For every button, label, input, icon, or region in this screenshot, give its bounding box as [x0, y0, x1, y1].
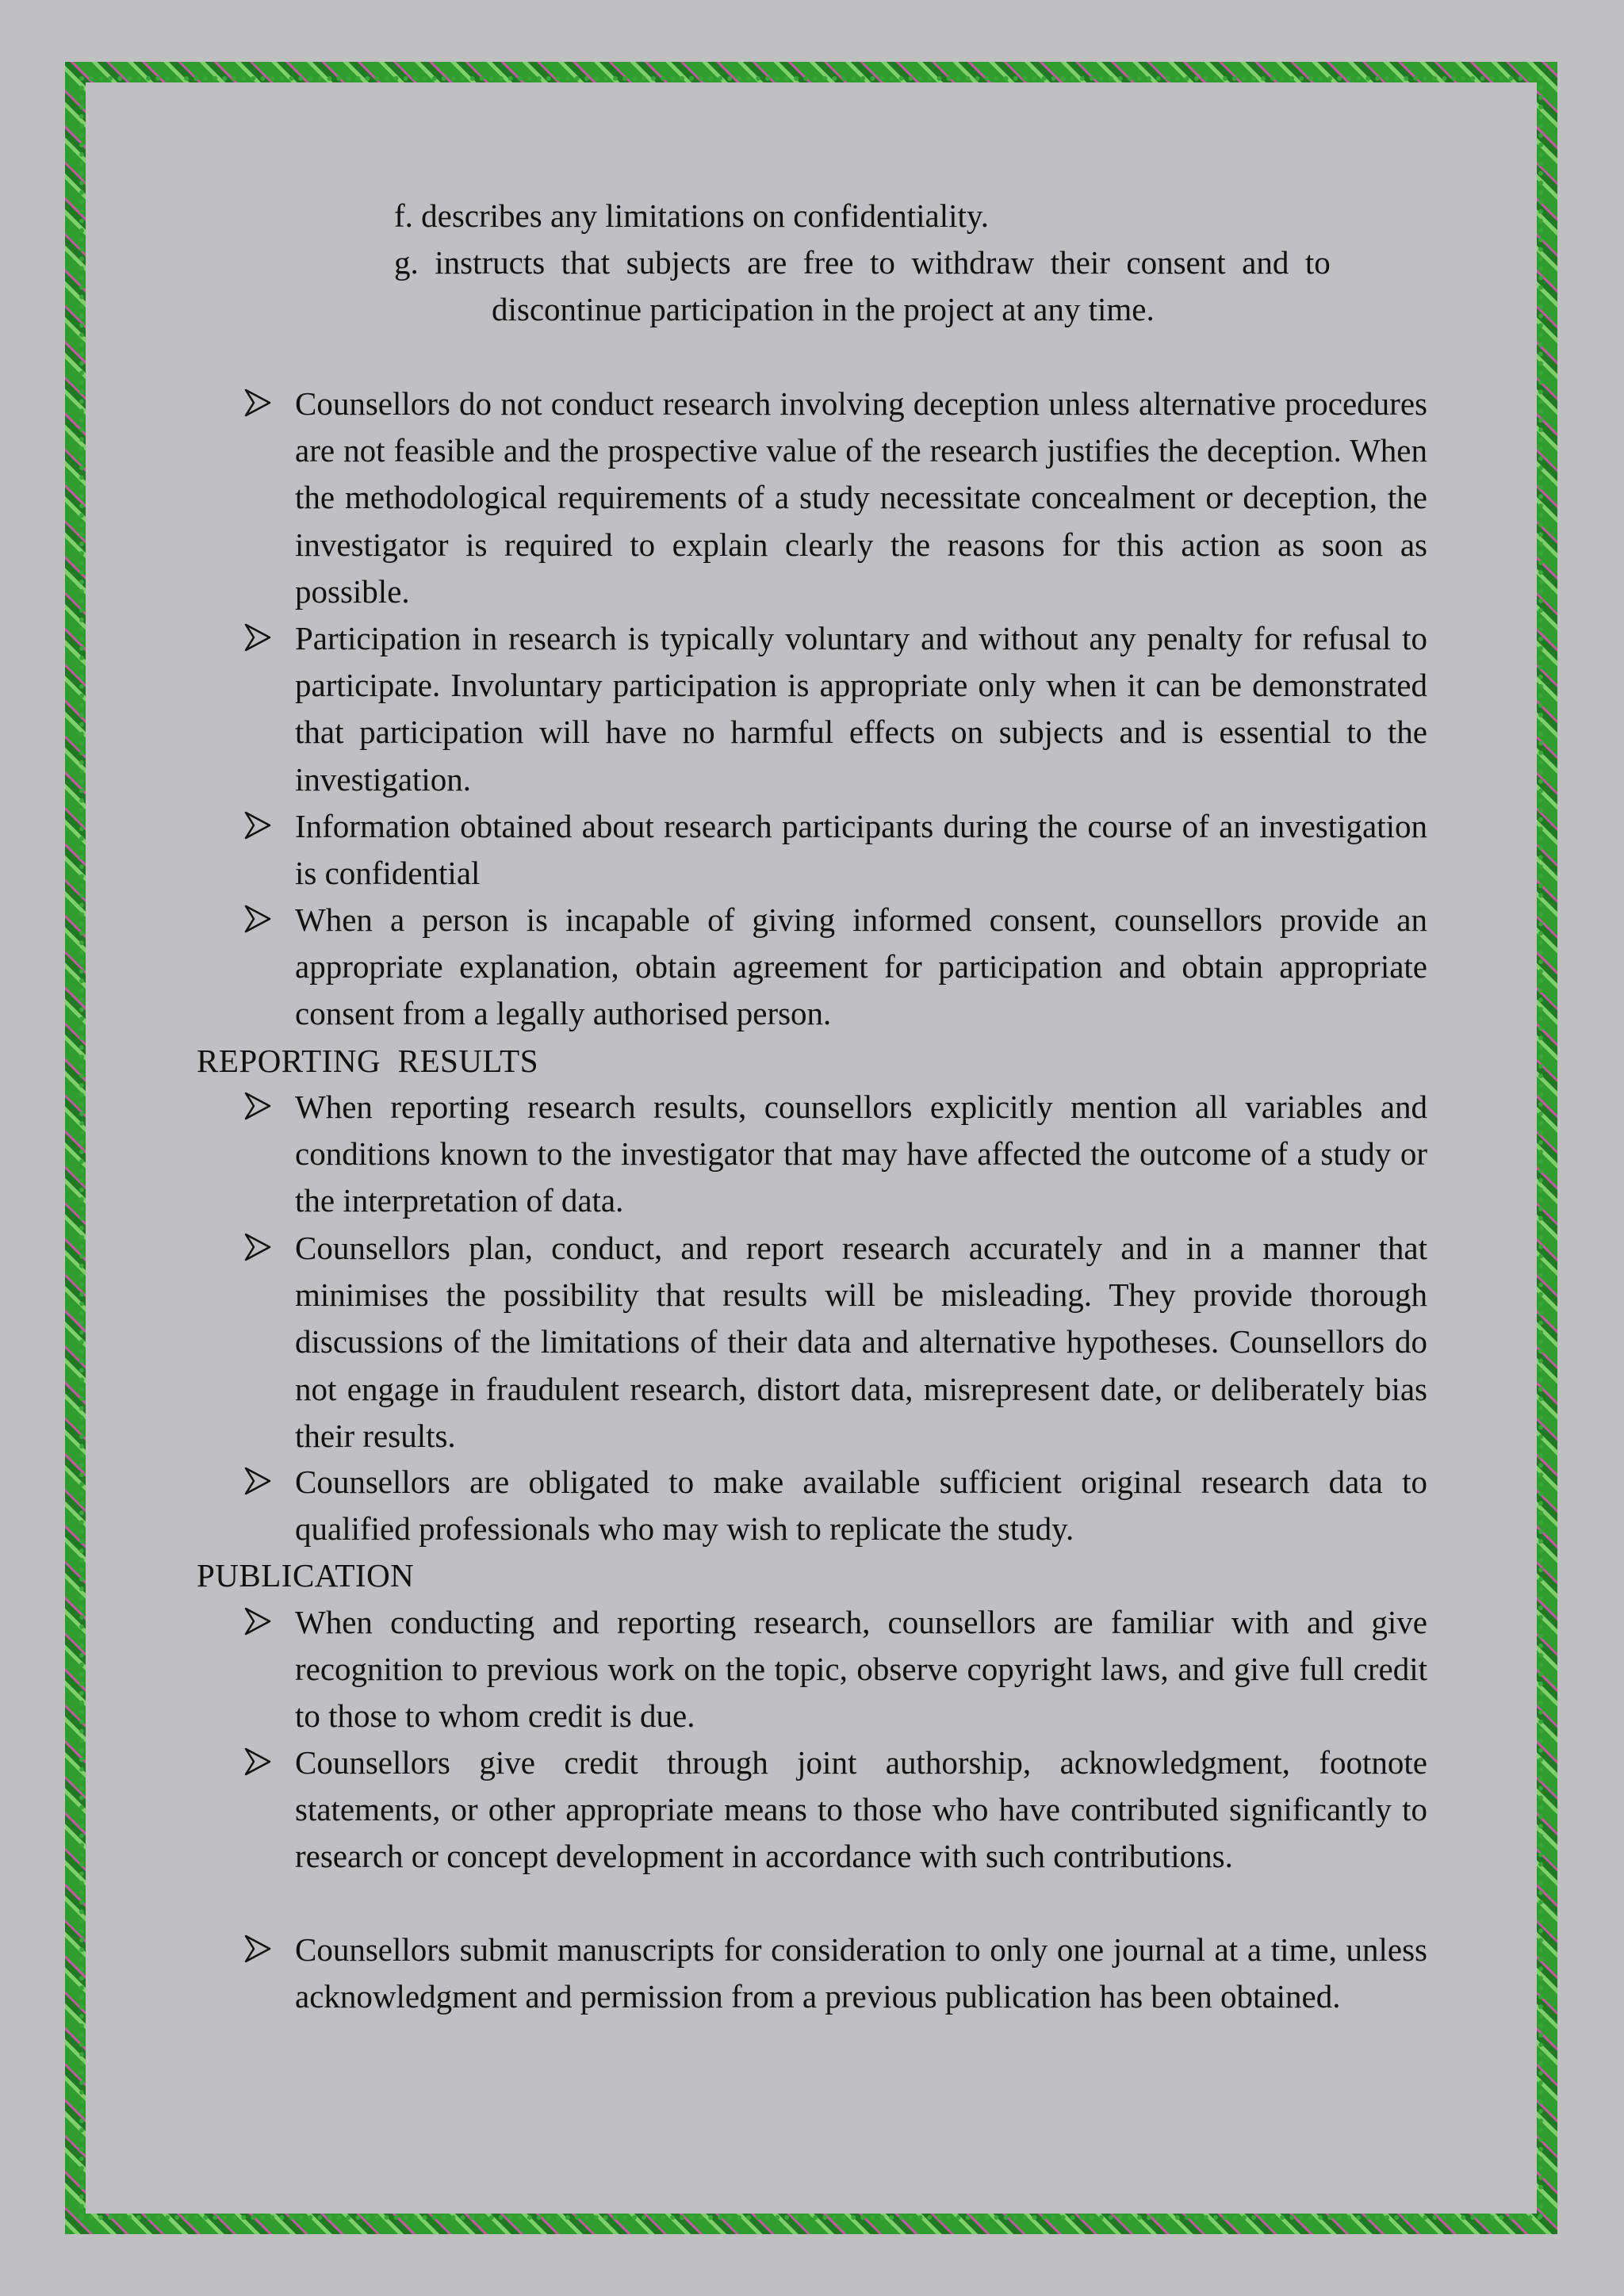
arrowhead-bullet-icon [244, 1233, 271, 1261]
list-item-g-line-1: g. instructs that subjects are free to withdraw their consent and to [394, 244, 1331, 281]
bullet-text: When conducting and reporting research, counsellors are familiar with and give recognition to previous work on the topic, observe copyright laws, and give full credit to those to whom credit is due. [295, 1604, 1427, 1735]
arrowhead-bullet-icon [244, 1607, 271, 1636]
list-item-f: f. describes any limitations on confidentiality. [394, 197, 989, 234]
bullet-text: Counsellors do not conduct research involving deception unless alternative procedures are not feasible and the prospective value of the research justifies the deception. When the methodological requirements of a study necessitate concealment or deception, the investigator is required to explain clearly the reasons for this action as soon as possible. [295, 385, 1427, 610]
list-item-g-line-2: discontinue participation in the project at any time. [492, 291, 1155, 327]
arrowhead-bullet-icon [244, 905, 271, 933]
arrowhead-bullet-icon [244, 1747, 271, 1776]
section-heading-publication: PUBLICATION [197, 1557, 415, 1594]
bullet-text: Participation in research is typically voluntary and without any penalty for refusal to participate. Involuntary participation is appropriate only when it can be demonstrated that participation will have no harmful effects on subjects and is essential to the investigation. [295, 620, 1427, 798]
section-heading-reporting-results: REPORTING RESULTS [197, 1043, 539, 1079]
bullet-text: When reporting research results, counsellors explicitly mention all variables and conditions known to the investigator that may have affected the outcome of a study or the interpretation of data. [295, 1089, 1427, 1219]
arrowhead-bullet-icon [244, 1934, 271, 1963]
bullet-text: Counsellors are obligated to make available sufficient original research data to qualified professionals who may wish to replicate the study. [295, 1464, 1427, 1548]
bullet-text: Counsellors plan, conduct, and report research accurately and in a manner that minimises the possibility that results will be misleading. They provide thorough discussions of the limitations of their data and alternative hypotheses. Counsellors do not engage in fraudulent research, distort data, misrepresent date, or deliberately bias their results. [295, 1230, 1427, 1454]
bullet-text: When a person is incapable of giving informed consent, counsellors provide an appropriate explanation, obtain agreement for participation and obtain appropriate consent from a legally authorised person. [295, 901, 1427, 1032]
bullet-text: Counsellors give credit through joint authorship, acknowledgment, footnote statements, or other appropriate means to those who have contributed significantly to research or concept development in accordance with such contributions. [295, 1744, 1427, 1875]
bullet-text: Information obtained about research participants during the course of an investigation is confidential [295, 808, 1427, 892]
arrowhead-bullet-icon [244, 1092, 271, 1120]
bullet-text: Counsellors submit manuscripts for consideration to only one journal at a time, unless acknowledgment and permission from a previous publication has been obtained. [295, 1931, 1427, 2015]
arrowhead-bullet-icon [244, 623, 271, 652]
arrowhead-bullet-icon [244, 1467, 271, 1495]
arrowhead-bullet-icon [244, 388, 271, 417]
arrowhead-bullet-icon [244, 811, 271, 840]
